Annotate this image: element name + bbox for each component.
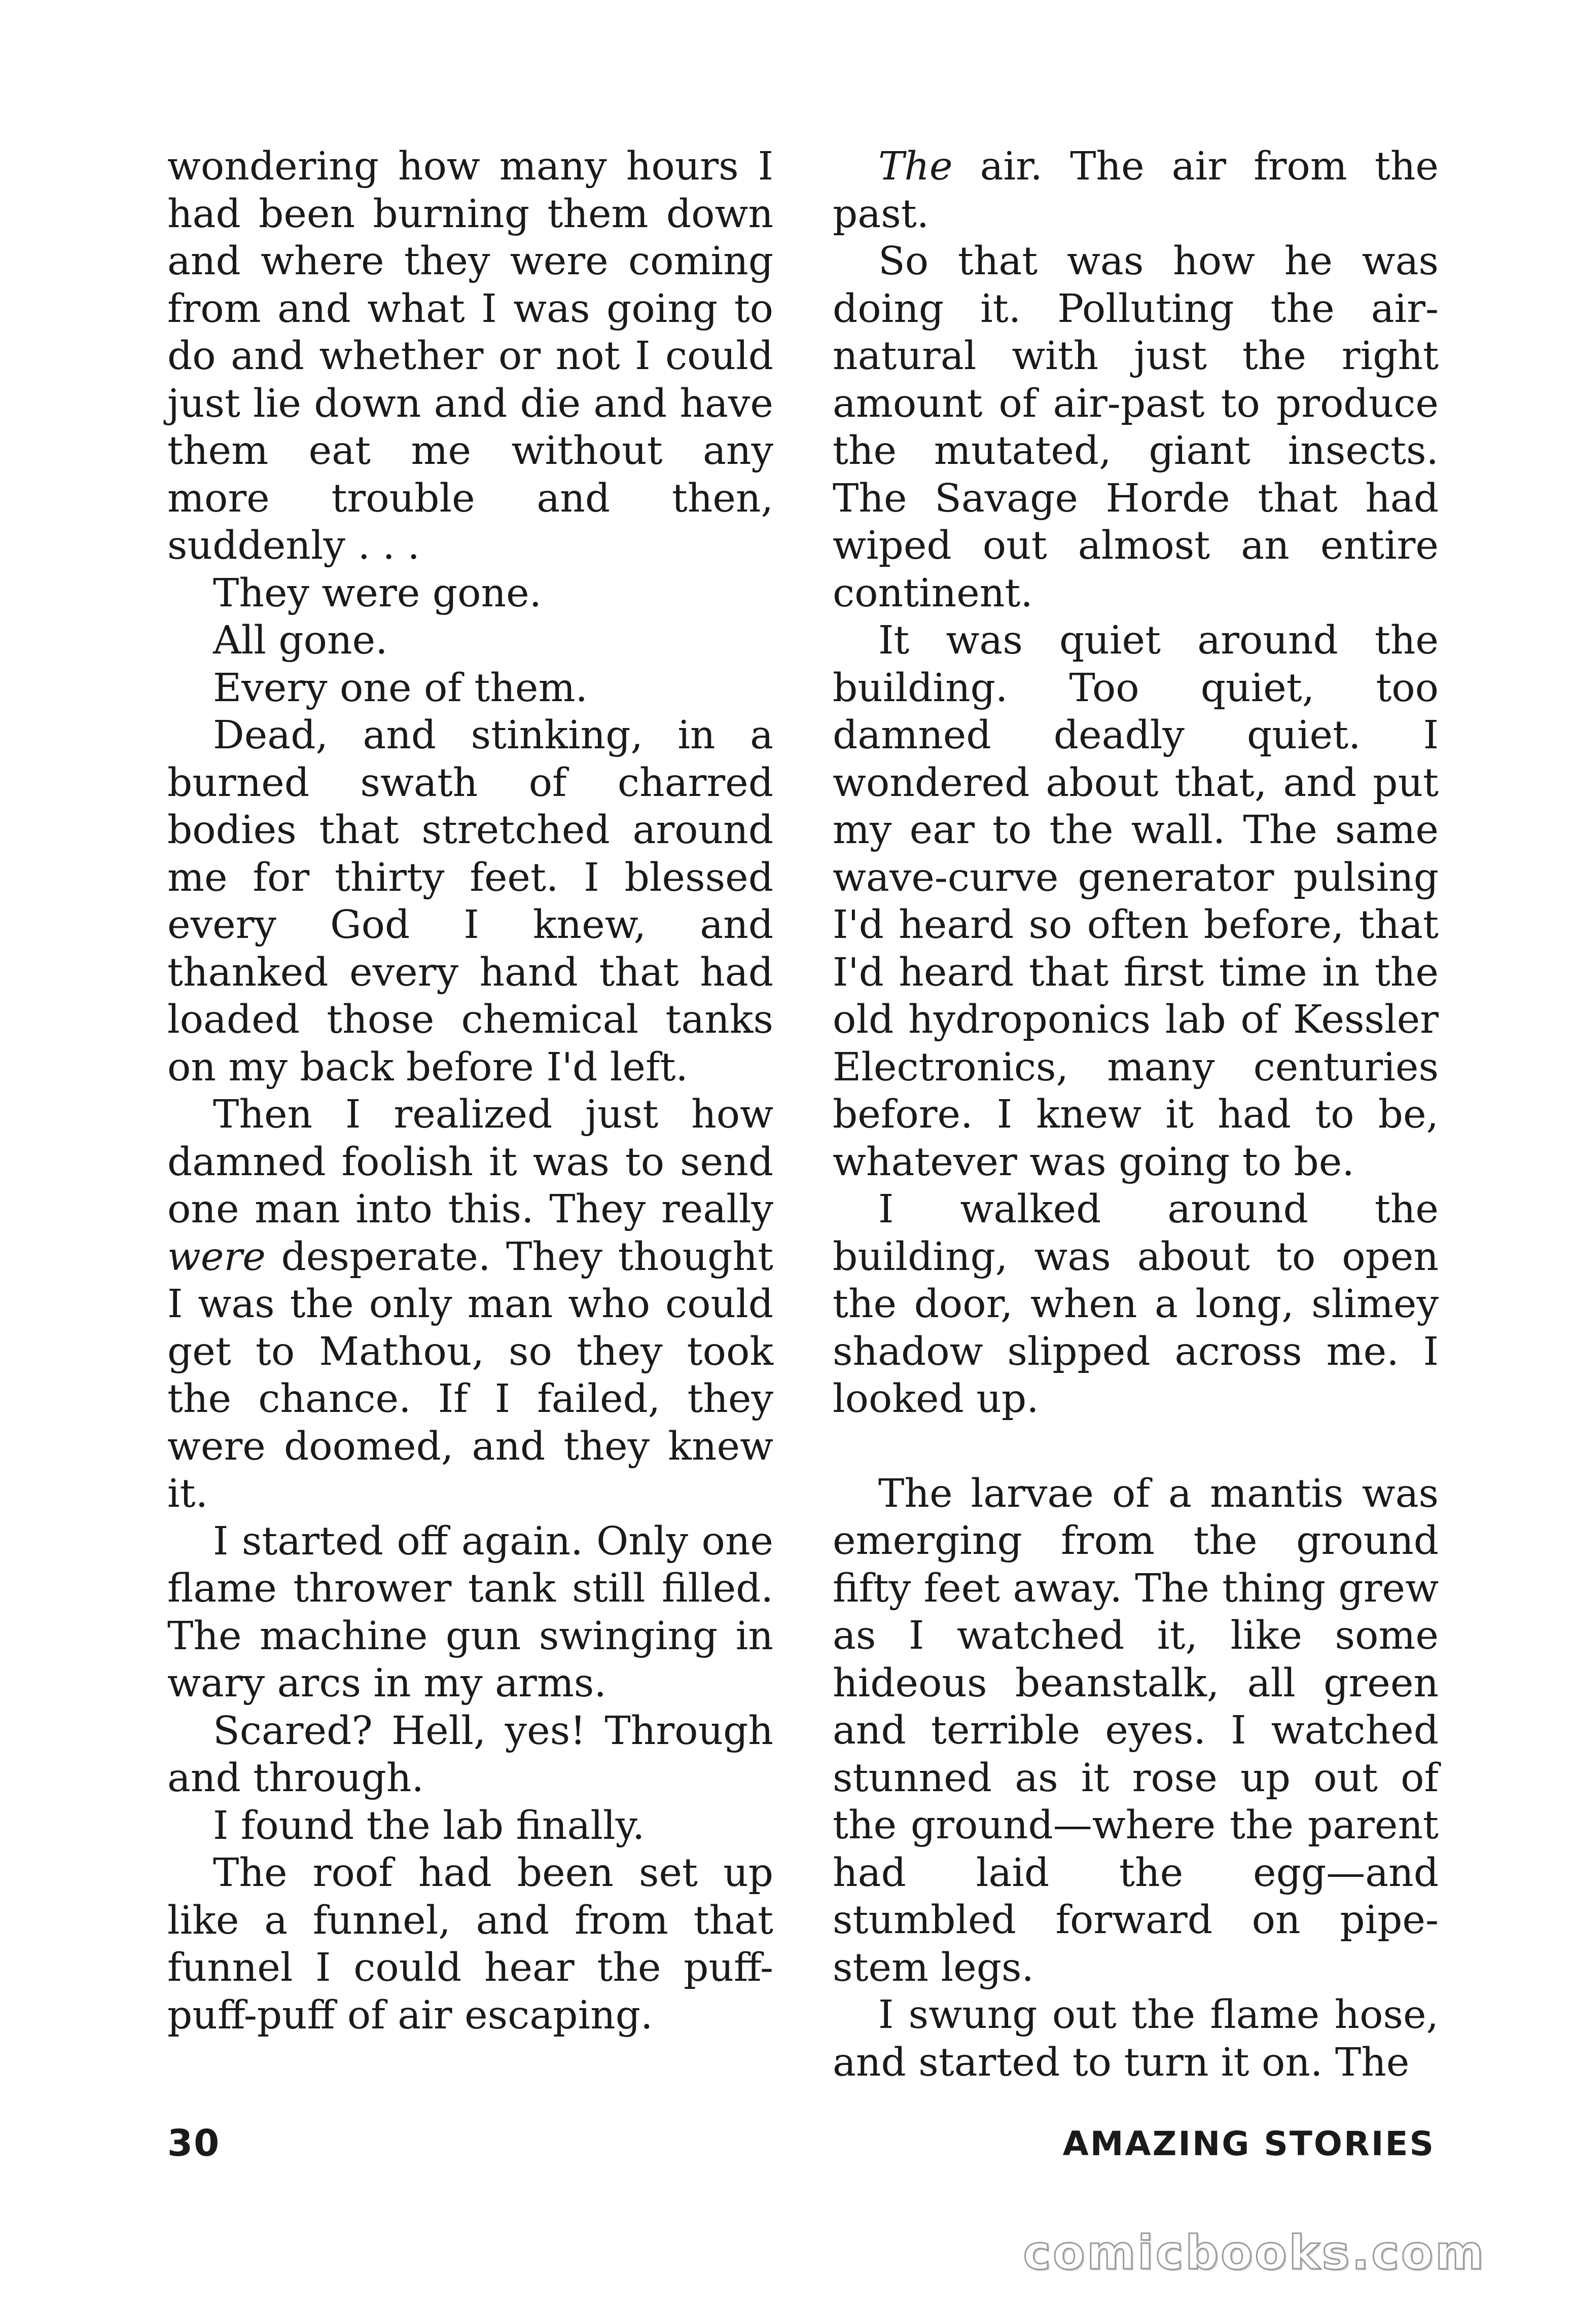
paragraph: The roof had been set up like a funnel, and from that funnel I could hear the puff-puff-puff of air escaping. (167, 1850, 773, 2038)
magazine-title: AMAZING STORIES (1062, 2124, 1435, 2163)
paragraph: It was quiet around the building. Too quiet, too damned deadly quiet. I wondered about that, and put my ear to the wall. The same wave-curve generator pulsing I'd heard so often before, that I'd heard that first time in the old hydroponics lab of Kessler Electronics, many centuries before. I knew it had to be, whatever was going to be. (833, 618, 1439, 1185)
paragraph: So that was how he was doing it. Polluting the air-natural with just the right amount of air-past to produce the mutated, giant insects. The Savage Horde that had wiped out almost an entire continent. (833, 239, 1439, 616)
text-run: air. The air from the past. (833, 144, 1439, 237)
paragraph: I swung out the flame hose, and started to turn it on. The (833, 1992, 1439, 2085)
paragraph: I found the lab finally. (213, 1803, 645, 1848)
paragraph (167, 1091, 773, 1518)
page-number: 30 (167, 2122, 221, 2164)
paragraph: Scared? Hell, yes! Through and through. (167, 1708, 773, 1801)
text-column-left (167, 143, 773, 2039)
paragraph: The larvae of a mantis was emerging from the ground fifty feet away. The thing grew as I watched it, like some hideous beanstalk, all green and terrible eyes. I watched stunned as it rose up out of the ground—where the parent had laid the egg—and stumbled forward on pipe-stem legs. (833, 1471, 1439, 1990)
paragraph: wondering how many hours I had been burning them down and where they were coming from and what I was going to do and whether or not I could just lie down and die and have them eat me without any more trouble and then, suddenly . . . (167, 144, 773, 568)
italic-text: The (878, 144, 953, 189)
paragraph: They were gone. (213, 570, 542, 616)
text-run: Then I realized just how damned foolish it was to send one man into this. They really (167, 1092, 773, 1232)
text-run: desperate. They thought I was the only man who could get to Mathou, so they took the chance. If I failed, they were doomed, and they knew it. (167, 1234, 773, 1516)
paragraph (833, 143, 1439, 238)
watermark: comicbooks.com (1023, 2226, 1486, 2280)
text-column-right (833, 143, 1439, 2086)
paragraph: I started off again. Only one flame thrower tank still filled. The machine gun swinging in wary arcs in my arms. (167, 1518, 773, 1706)
paragraph: All gone. (213, 618, 388, 663)
paragraph: Dead, and stinking, in a burned swath of charred bodies that stretched around me for thirty feet. I blessed every God I knew, and thanked every hand that had loaded those chemical tanks on my back before I'd left. (167, 713, 773, 1090)
paragraph: Every one of them. (213, 665, 588, 711)
italic-text: were (167, 1234, 266, 1280)
paragraph: I walked around the building, was about to open the door, when a long, slimey shadow slipped across me. I looked up. (833, 1187, 1439, 1422)
